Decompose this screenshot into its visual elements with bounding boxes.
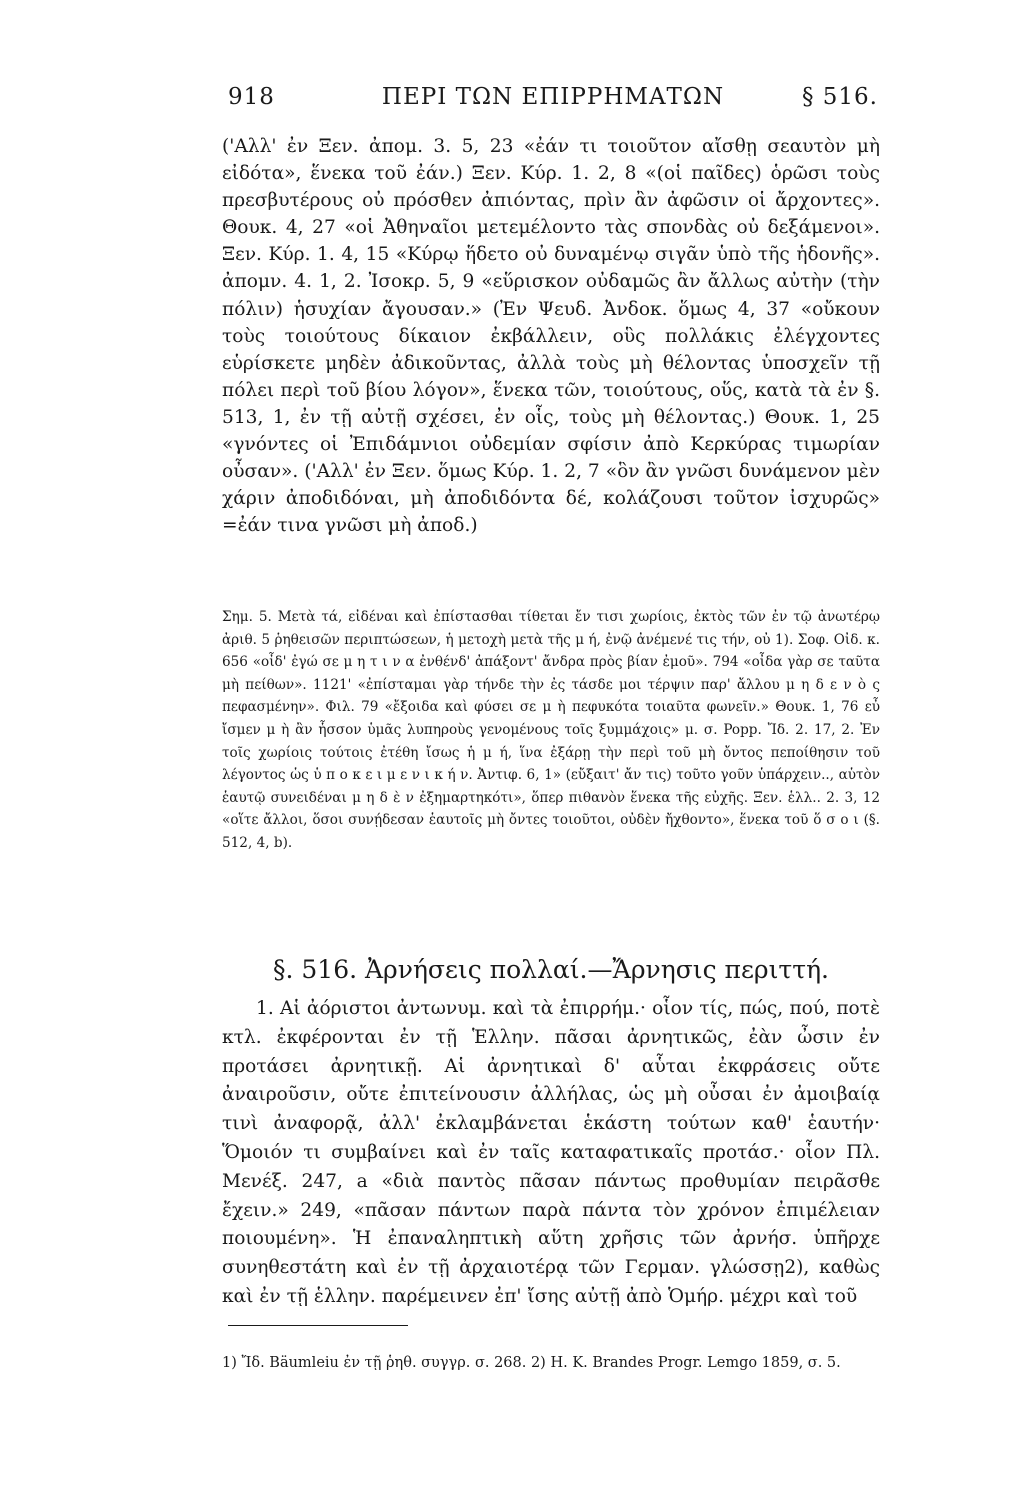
footnote-rule <box>228 1325 408 1326</box>
paragraph-2: 1. Αἱ ἀόριστοι ἀντωνυμ. καὶ τὰ ἐπιρρήμ.· οἷον τίς, πώς, πού, ποτὲ κτλ. ἐκφέρονται ἐν τῇ Ἑλλην. πᾶσαι ἀρνητικῶς, ἐὰν ὦσιν ἐν προτάσει ἀρνητικῇ. Αἱ ἀρνητικαὶ δ' αὗται ἐκφράσεις οὔτε ἀναιροῦσιν, οὔτε ἐπιτείνουσιν ἀλλήλας, ὡς μὴ οὖσαι ἐν ἀμοιβαίᾳ τινὶ ἀναφορᾷ, ἀλλ' ἐκλαμβάνεται ἑκάστη τούτων καθ' ἑαυτήν· Ὅμοιόν τι συμβαίνει καὶ ἐν ταῖς καταφατικαῖς προτάσ.· οἷον Πλ. Μενέξ. 247, a «διὰ παντὸς πᾶσαν πάντως προθυμίαν πειρᾶσθε ἔχειν.» 249, «πᾶσαν πάντων παρὰ πάντα τὸν χρόνον ἐπιμέλειαν ποιουμένη». Ἡ ἐπαναληπτικὴ αὕτη χρῆσις τῶν ἀρνήσ. ὑπῆρχε συνηθεστάτη καὶ ἐν τῇ ἀρχαιοτέρᾳ τῶν Γερμαν. γλώσσῃ2), καθὼς καὶ ἐν τῇ ἑλλην. παρέμεινεν ἐπ' ἴσης αὐτῇ ἀπὸ Ὁμήρ. μέχρι καὶ τοῦ <box>222 998 880 1307</box>
running-title: ΠΕΡΙ ΤΩΝ ΕΠΙΡΡΗΜΑΤΩΝ <box>381 84 725 110</box>
running-header <box>228 78 878 118</box>
remark-note: Σημ. 5. Μετὰ τά, εἰδέναι καὶ ἐπίστασθαι τίθεται ἔν τισι χωρίοις, ἐκτὸς τῶν ἐν τῷ ἀνωτέρῳ ἀριθ. 5 ῥηθεισῶν περιπτώσεων, ἡ μετοχὴ μετὰ τῆς μ ή, ἐνῷ ἀνέμενέ τις τήν, οὐ 1). Σοφ. Οἰδ. κ. 656 «οἶδ' ἐγώ σε μ η τ ι ν α ἐνθένδ' ἀπάξοντ' ἄνδρα πρὸς βίαν ἐμοῦ». 794 «οἶδα γὰρ σε ταῦτα μὴ πείθων». 1121' «ἐπίσταμαι γὰρ τήνδε τὴν ἐς τάσδε μοι τέρψιν παρ' ἄλλου μ η δ ε ν ὸ ς πεφασμένην». Φιλ. 79 «ἔξοιδα καὶ φύσει σε μ ὴ πεφυκότα τοιαῦτα φωνεῖν.» Θουκ. 1, 76 εὖ ἴσμεν μ ὴ ἂν ἧσσον ὑμᾶς λυπηροὺς γενομένους τοῖς ξυμμάχοις» μ. σ. Popp. Ἴδ. 2. 17, 2. Ἐν τοῖς χωρίοις τούτοις ἐτέθη ἴσως ἡ μ ή, ἵνα ἐξάρῃ τὴν περὶ τοῦ μὴ ὄντος πεποίθησιν τοῦ λέγοντος ὡς ὑ π ο κ ε ι μ ε ν ι κ ή ν. Ἀντιφ. 6, 1» (εὔξαιτ' ἄν τις) τοῦτο γοῦν ὑπάρχειν.., αὑτὸν ἑαυτῷ συνειδέναι μ η δ ὲ ν ἐξημαρτηκότι», ὅπερ πιθανὸν ἕνεκα τῆς εὐχῆς. Ξεν. ἑλλ.. 2. 3, 12 «οἵτε ἄλλοι, ὅσοι συνῄδεσαν ἑαυτοῖς μὴ ὄντες τοιοῦτοι, οὐδὲν ἤχθοντο», ἕνεκα τοῦ ὅ σ ο ι (§. 512, 4, b). <box>222 609 880 851</box>
section-heading: §. 516. Ἀρνήσεις πολλαί.—Ἄρνησις περιττή. <box>272 955 829 984</box>
section-marker: § 516. <box>801 84 878 110</box>
paragraph-1: ('Αλλ' ἐν Ξεν. ἀπομ. 3. 5, 23 «ἐάν τι τοιοῦτον αἴσθῃ σεαυτὸν μὴ εἰδότα», ἕνεκα τοῦ ἐάν.) Ξεν. Κύρ. 1. 2, 8 «(οἱ παῖδες) ὁρῶσι τοὺς πρεσβυτέρους οὐ πρόσθεν ἀπιόντας, πρὶν ἂν ἀφῶσιν οἱ ἄρχοντες». Θουκ. 4, 27 «οἱ Ἀθηναῖοι μετεμέλοντο τὰς σπονδὰς οὐ δεξάμενοι». Ξεν. Κύρ. 1. 4, 15 «Κύρῳ ἥδετο οὐ δυναμένῳ σιγᾶν ὑπὸ τῆς ἡδονῆς». ἀπομν. 4. 1, 2. Ἰσοκρ. 5, 9 «εὕρισκον οὐδαμῶς ἂν ἄλλως αὐτὴν (τὴν πόλιν) ἡσυχίαν ἄγουσαν.» (Ἐν Ψευδ. Ἀνδοκ. ὅμως 4, 37 «οὔκουν τοὺς τοιούτους δίκαιον ἐκβάλλειν, οὓς πολλάκις ἐλέγχοντες εὑρίσκετε μηδὲν ἀδικοῦντας, ἀλλὰ τοὺς μὴ θέλοντας ὑποσχεῖν τῇ πόλει περὶ τοῦ βίου λόγον», ἕνεκα τῶν, τοιούτους, οὕς, κατὰ τὰ ἐν §. 513, 1, ἐν τῇ αὐτῇ σχέσει, ἐν οἷς, τοὺς μὴ θέλοντας.) Θουκ. 1, 25 «γνόντες οἱ Ἐπιδάμνιοι οὐδεμίαν σφίσιν ἀπὸ Κερκύρας τιμωρίαν οὖσαν». ('Αλλ' ἐν Ξεν. ὅμως Κύρ. 1. 2, 7 «ὃν ἂν γνῶσι δυνάμενον μὲν χάριν ἀποδιδόναι, μὴ ἀποδιδόντα δέ, κολάζουσι τοῦτον ἰσχυρῶς» =ἐάν τινα γνῶσι μὴ ἀποδ.) <box>222 136 880 537</box>
footnotes: 1) Ἴδ. Bäumleiu ἐν τῇ ῥηθ. συγγρ. σ. 268. 2) H. K. Brandes Progr. Lemgo 1859, σ. 5. <box>222 1355 841 1371</box>
page-number: 918 <box>228 84 275 110</box>
